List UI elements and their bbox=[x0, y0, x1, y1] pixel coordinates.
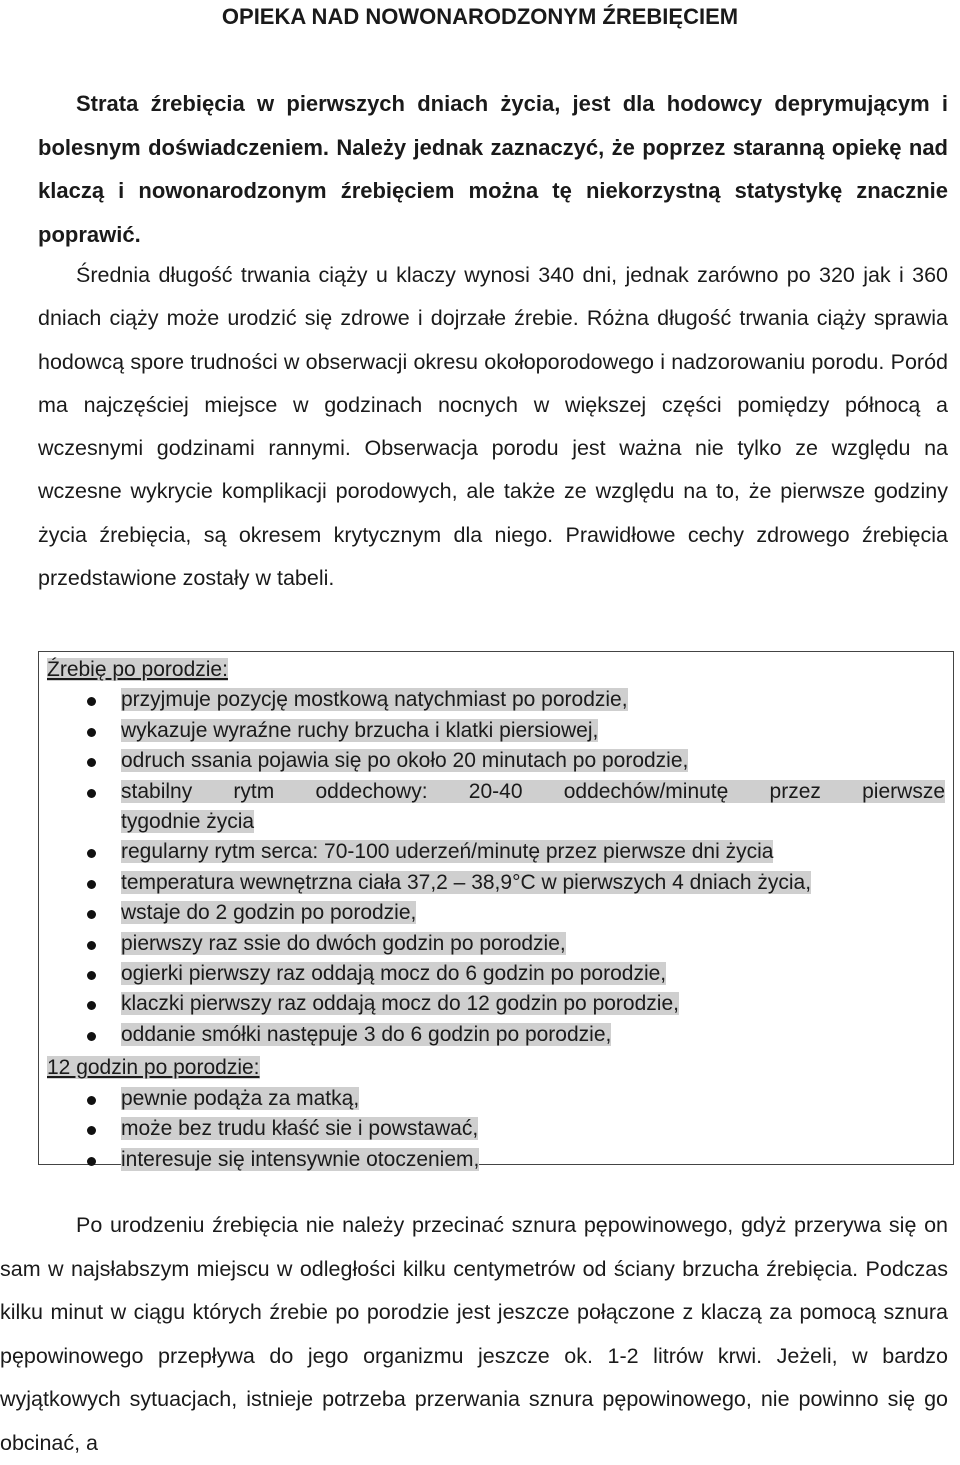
list-item: może bez trudu kłaść sie i powstawać, bbox=[39, 1114, 953, 1144]
twelve-hours-list bbox=[39, 1084, 953, 1175]
bullet-icon bbox=[87, 728, 96, 737]
list-item: odruch ssania pojawia się po około 20 minutach po porodzie, bbox=[39, 746, 953, 776]
list-item: klaczki pierwszy raz oddają mocz do 12 godzin po porodzie, bbox=[39, 989, 953, 1019]
box-header-after-birth: Źrebię po porodzie: bbox=[47, 658, 228, 681]
bullet-icon bbox=[87, 697, 96, 706]
list-item: regularny rytm serca: 70-100 uderzeń/minutę przez pierwsze dni życia bbox=[39, 837, 953, 867]
list-item: pewnie podąża za matką, bbox=[39, 1084, 953, 1114]
page-title: OPIEKA NAD NOWONARODZONYM ŹREBIĘCIEM bbox=[221, 4, 739, 29]
list-item: ogierki pierwszy raz oddają mocz do 6 godzin po porodzie, bbox=[39, 959, 953, 989]
bullet-icon bbox=[87, 1001, 96, 1010]
list-item: pierwszy raz ssie do dwóch godzin po porodzie, bbox=[39, 929, 953, 959]
foal-traits-box bbox=[38, 651, 954, 1171]
bullet-icon bbox=[87, 910, 96, 919]
list-item: interesuje się intensywnie otoczeniem, bbox=[39, 1145, 953, 1175]
bullet-icon bbox=[87, 1032, 96, 1041]
bullet-icon bbox=[87, 971, 96, 980]
list-item: przyjmuje pozycję mostkową natychmiast po porodzie, bbox=[39, 685, 953, 715]
bullet-icon bbox=[87, 880, 96, 889]
after-birth-list bbox=[39, 685, 953, 1050]
intro-paragraph: Strata źrebięcia w pierwszych dniach życia, jest dla hodowcy deprymującym i bolesnym doświadczeniem. Należy jednak zaznaczyć, że poprzez staranną opiekę nad klaczą i nowonarodzonym źrebięciem można tę niekorzystną statystykę znacznie poprawić. bbox=[38, 91, 948, 247]
bullet-icon bbox=[87, 1126, 96, 1135]
bullet-icon bbox=[87, 1096, 96, 1105]
bullet-icon bbox=[87, 789, 96, 798]
bullet-icon bbox=[87, 758, 96, 767]
list-item: wstaje do 2 godzin po porodzie, bbox=[39, 898, 953, 928]
list-item: stabilny rytm oddechowy: 20-40 oddechów/minutę przez pierwsze bbox=[39, 777, 953, 807]
list-item-continuation: tygodnie życia bbox=[121, 810, 255, 834]
gestation-paragraph: Średnia długość trwania ciąży u klaczy wynosi 340 dni, jednak zarówno po 320 jak i 360 dniach ciąży może urodzić się zdrowe i dojrzałe źrebie. Różna długość trwania ciąży sprawia hodowcą spore trudności w obserwacji okresu okołoporodowego i nadzorowaniu porodu. Poród ma najczęściej miejsce w godzinach nocnych w większej części pomiędzy północą a wczesnymi godzinami rannymi. Obserwacja porodu jest ważna nie tylko ze względu na wczesne wykrycie komplikacji porodowych, ale także ze względu na to, że pierwsze godziny życia źrebięcia, są okresem krytycznym dla niego. Prawidłowe cechy zdrowego źrebięcia przedstawione zostały w tabeli. bbox=[38, 263, 948, 591]
box-header-12-hours: 12 godzin po porodzie: bbox=[47, 1056, 260, 1080]
umbilical-cord-paragraph: Po urodzeniu źrebięcia nie należy przecinać sznura pępowinowego, gdyż przerywa się on sam w najsłabszym miejscu w odległości kilku centymetrów od ściany brzucha źrebięcia. Podczas kilku minut w ciągu których źrebie po porodzie jest jeszcze połączone z klaczą za pomocą sznura pępowinowego przepływa do jego organizmu jeszcze ok. 1-2 litrów krwi. Jeżeli, w bardzo wyjątkowych sytuacjach, istnieje potrzeba przerwania sznura pępowinowego, nie powinno się go obcinać, a bbox=[0, 1213, 948, 1455]
list-item: wykazuje wyraźne ruchy brzucha i klatki piersiowej, bbox=[39, 716, 953, 746]
bullet-icon bbox=[87, 941, 96, 950]
bullet-icon bbox=[87, 849, 96, 858]
list-item: oddanie smółki następuje 3 do 6 godzin po porodzie, bbox=[39, 1020, 953, 1050]
list-item: temperatura wewnętrzna ciała 37,2 – 38,9°C w pierwszych 4 dniach życia, bbox=[39, 868, 953, 898]
bullet-icon bbox=[87, 1157, 96, 1166]
